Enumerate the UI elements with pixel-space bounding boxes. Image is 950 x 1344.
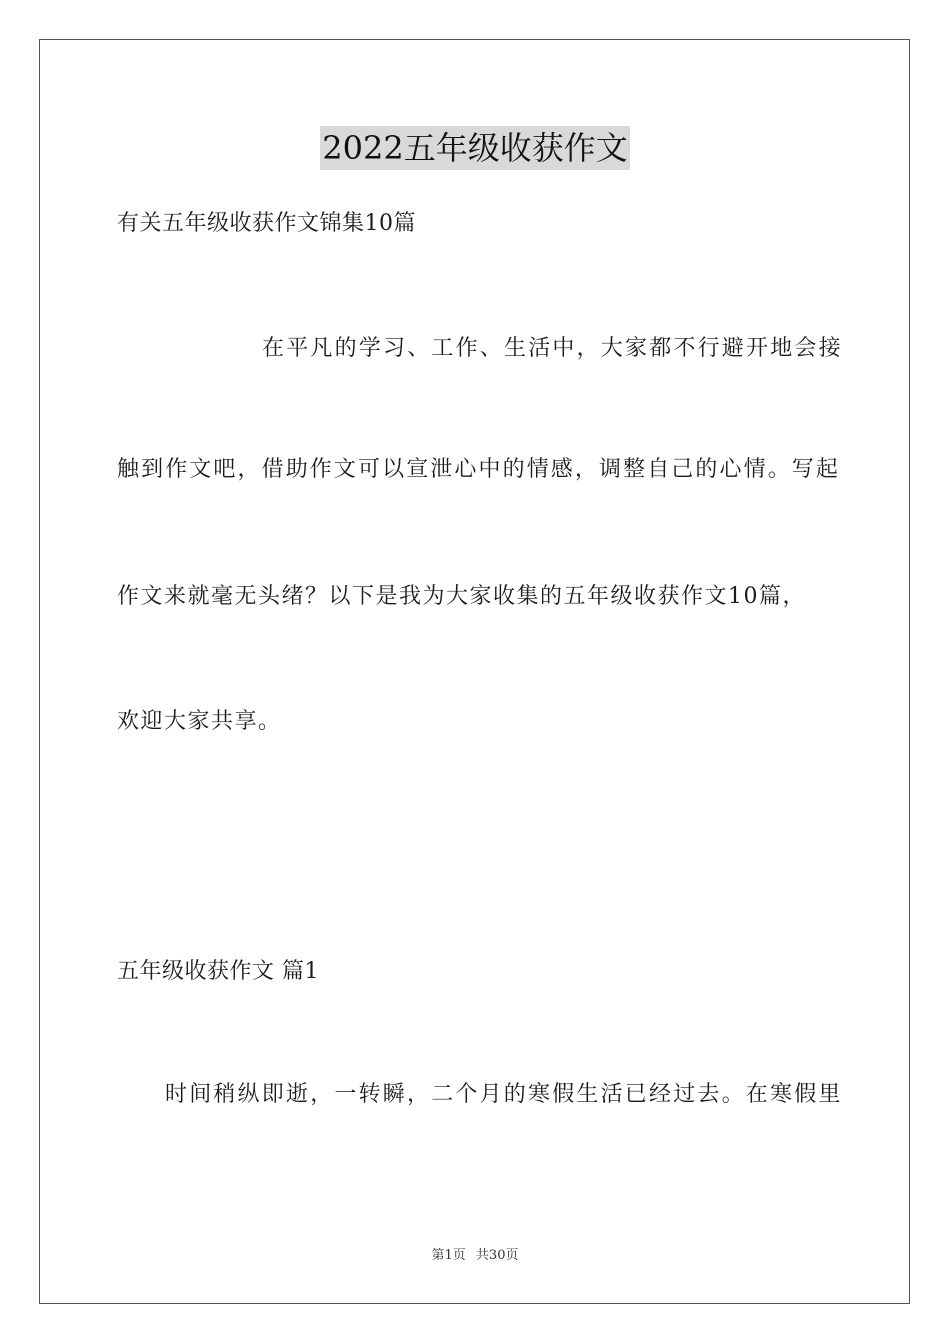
intro-paragraph-line-4: 欢迎大家共享。 <box>117 709 282 734</box>
page-footer: 第1页 共30页 <box>431 1248 519 1263</box>
document-subtitle: 有关五年级收获作文锦集10篇 <box>117 211 416 236</box>
intro-paragraph-line-1: 在平凡的学习、工作、生活中，大家都不行避开地会接 <box>262 336 843 361</box>
title-container <box>0 126 950 170</box>
document-title: 2022五年级收获作文 <box>320 126 629 170</box>
intro-paragraph-line-3: 作文来就毫无头绪？以下是我为大家收集的五年级收获作文10篇， <box>117 584 806 609</box>
section-heading: 五年级收获作文 篇1 <box>117 959 319 984</box>
section-paragraph-line-1: 时间稍纵即逝，一转瞬，二个月的寒假生活已经过去。在寒假里 <box>165 1082 843 1107</box>
intro-paragraph-line-2: 触到作文吧，借助作文可以宣泄心中的情感，调整自己的心情。写起 <box>117 457 841 482</box>
